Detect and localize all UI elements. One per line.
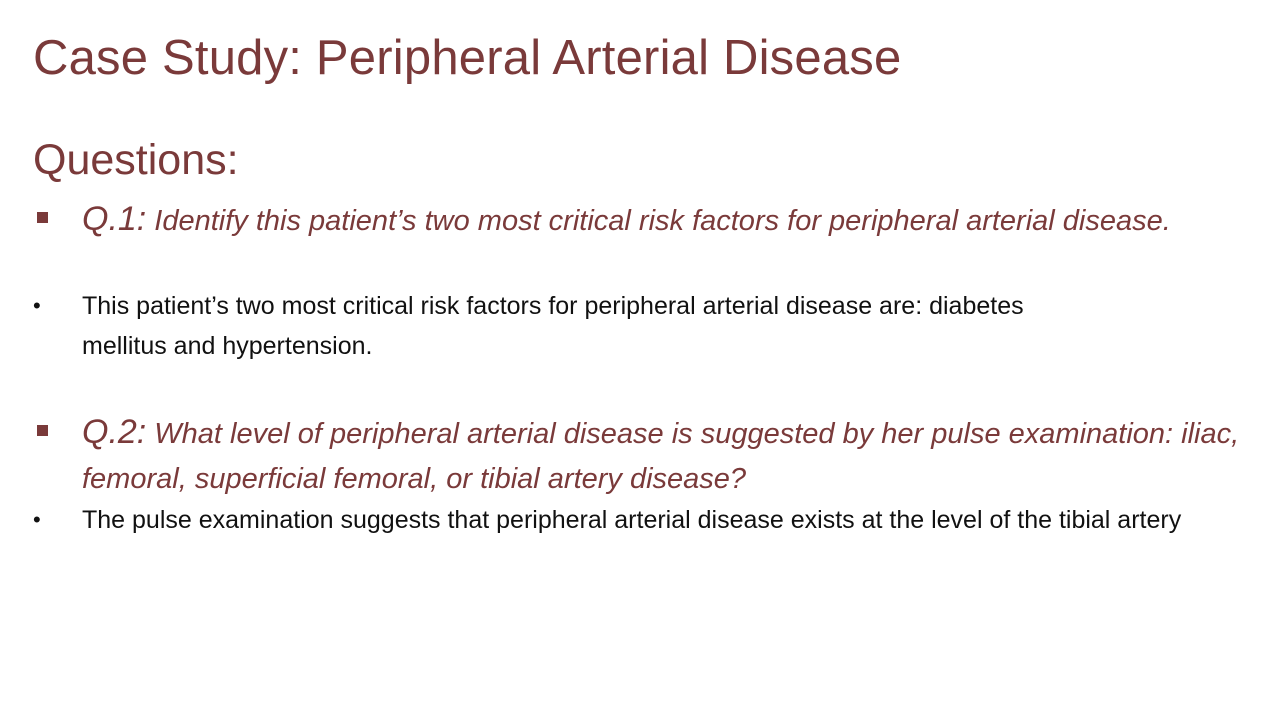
section-heading: Questions: — [33, 136, 239, 184]
question-1-number: Q.1: — [82, 200, 147, 238]
question-2-text: What level of peripheral arterial disease is suggested by her pulse examination: iliac, femoral, superficial femoral, or tibial artery disease? — [82, 418, 1240, 495]
question-1 — [82, 197, 1252, 244]
question-2-number: Q.2: — [82, 413, 147, 451]
round-bullet-icon: • — [33, 507, 41, 532]
square-bullet-icon — [37, 212, 48, 223]
question-1-text: Identify this patient’s two most critical risk factors for peripheral arterial disease. — [146, 205, 1171, 237]
slide-title: Case Study: Peripheral Arterial Disease — [33, 31, 902, 85]
answer-1: This patient’s two most critical risk factors for peripheral arterial disease are: diabetes mellitus and hypertension. — [82, 292, 1024, 360]
question-2 — [82, 410, 1252, 502]
round-bullet-icon: • — [33, 293, 41, 318]
square-bullet-icon — [37, 425, 48, 436]
answer-2: The pulse examination suggests that peripheral arterial disease exists at the level of the tibial artery — [82, 506, 1182, 534]
